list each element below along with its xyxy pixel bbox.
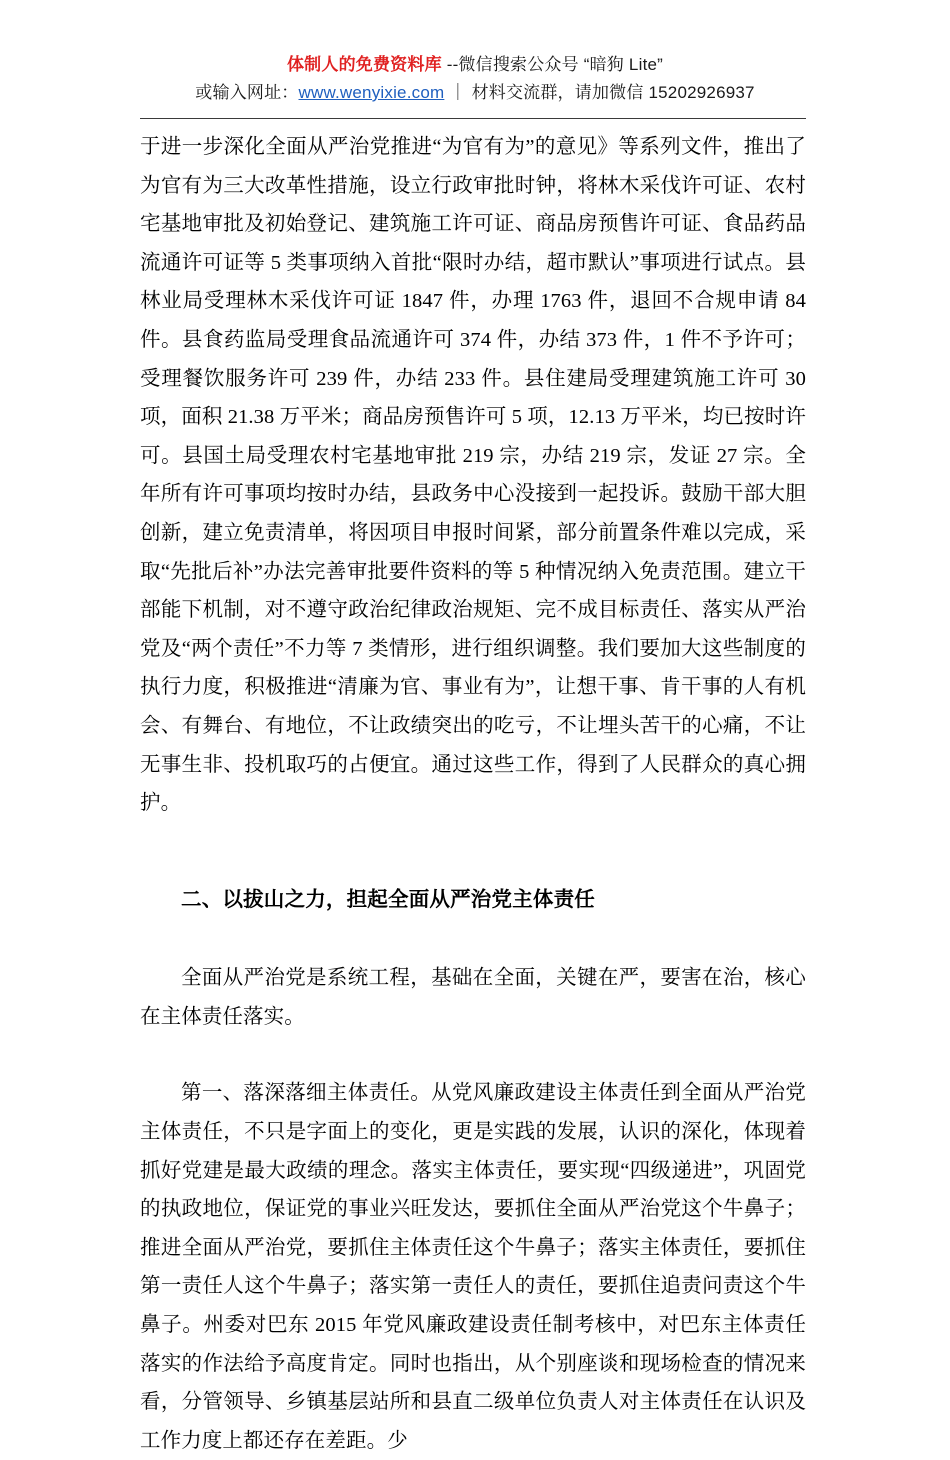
- spacer-between-paragraphs: [140, 1036, 806, 1074]
- spacer-before-heading: [140, 823, 806, 881]
- promo-header: [0, 0, 950, 106]
- body-paragraph-2: 全面从严治党是系统工程，基础在全面，关键在严，要害在治，核心在主体责任落实。: [140, 967, 806, 1028]
- spacer-after-heading: [140, 919, 806, 959]
- document-body: [140, 128, 806, 1460]
- promo-wechat-text: --微信搜索公众号 “暗狗 Lite”: [441, 55, 664, 74]
- body-paragraph-1: 于进一步深化全面从严治党推进“为官有为”的意见》等系列文件，推出了为官有为三大改革性措施，设立行政审批时钟，将林木采伐许可证、农村宅基地审批及初始登记、建筑施工许可证、商品房预售许可证、食品药品流通许可证等 5 类事项纳入首批“限时办结，超市默认”事项进行试点。县林业局受理林木采伐许可证 1847 件，办理 1763 件，退回不合规申请 84 件。县食药监局受理食品流通许可 374 件，办结 373 件，1 件不予许可；受理餐饮服务许可 239 件，办结 233 件。县住建局受理建筑施工许可 30 项，面积 21.38 万平米；商品房预售许可 5 项，12.13 万平米，均已按时许可。县国土局受理农村宅基地审批 219 宗，办结 219 宗，发证 27 宗。全年所有许可事项均按时办结，县政务中心没接到一起投诉。鼓励干部大胆创新，建立免责清单，将因项目申报时间紧，部分前置条件难以完成，采取“先批后补”办法完善审批要件资料的等 5 种情况纳入免责范围。建立干部能下机制，对不遵守政治纪律政治规矩、完不成目标责任、落实从严治党及“两个责任”不力等 7 类情形，进行组织调整。我们要加大这些制度的执行力度，积极推进“清廉为官、事业有为”，让想干事、肯干事的人有机会、有舞台、有地位，不让政绩突出的吃亏，不让埋头苦干的心痛，不让无事生非、投机取巧的占便宜。通过这些工作，得到了人民群众的真心拥护。: [140, 136, 806, 815]
- promo-website-link[interactable]: www.wenyixie.com: [298, 83, 445, 102]
- header-divider-rule: [140, 118, 806, 119]
- section-heading-two: 二、以拔山之力，担起全面从严治党主体责任: [181, 887, 595, 911]
- promo-header-line-1: [0, 52, 950, 78]
- body-paragraph-3: 第一、落深落细主体责任。从党风廉政建设主体责任到全面从严治党主体责任，不只是字面上的变化，更是实践的发展，认识的深化，体现着抓好党建是最大政绩的理念。落实主体责任，要实现“四级递进”，巩固党的执政地位，保证党的事业兴旺发达，要抓住全面从严治党这个牛鼻子；推进全面从严治党，要抓住主体责任这个牛鼻子；落实主体责任，要抓住第一责任人这个牛鼻子；落实第一责任人的责任，要抓住追责问责这个牛鼻子。州委对巴东 2015 年党风廉政建设责任制考核中，对巴东主体责任落实的作法给予高度肯定。同时也指出，从个别座谈和现场检查的情况来看，分管领导、乡镇基层站所和县直二级单位负责人对主体责任在认识及工作力度上都还存在差距。少: [140, 1082, 806, 1452]
- promo-brand-text: 体制人的免费资料库: [286, 55, 442, 74]
- promo-contact-text: 材料交流群，请加微信 15202926937: [471, 83, 755, 102]
- promo-header-line-2: [0, 80, 950, 106]
- promo-url-label: 或输入网址：: [195, 83, 299, 102]
- promo-separator: ｜: [449, 83, 467, 102]
